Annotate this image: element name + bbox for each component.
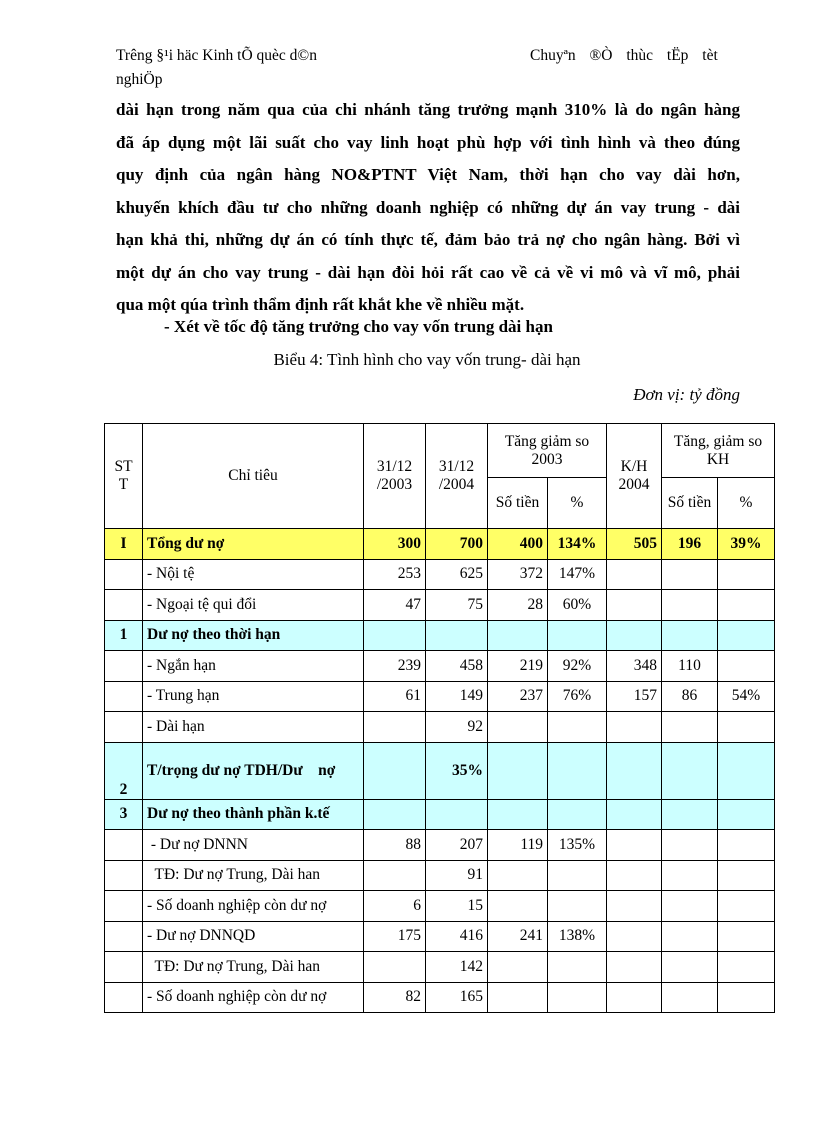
cell-v2004: 165: [426, 982, 488, 1013]
cell-tg: 28: [488, 590, 548, 621]
cell-tgkhp: [718, 590, 775, 621]
cell-label: - Ngắn hạn: [143, 651, 364, 682]
table-row: [105, 891, 775, 922]
cell-label: - Số doanh nghiệp còn dư nợ: [143, 891, 364, 922]
cell-label: - Dư nợ DNNQD: [143, 921, 364, 952]
cell-stt: 3: [105, 799, 143, 830]
cell-kh: [607, 742, 662, 799]
cell-v2004: 91: [426, 860, 488, 891]
cell-tgkh: [662, 891, 718, 922]
header-tang-giam-2003: Tăng giảm so 2003: [488, 424, 607, 478]
cell-tg: 241: [488, 921, 548, 952]
paragraph-line: một dự án cho vay trung - dài hạn đòi hỏi rất cao về cả về vi mô và vĩ mô, phải: [116, 262, 740, 282]
table-row: [105, 982, 775, 1013]
cell-tg: 372: [488, 559, 548, 590]
cell-stt: 2: [105, 742, 143, 799]
cell-v2003: 82: [364, 982, 426, 1013]
cell-tg: 119: [488, 830, 548, 861]
cell-tgkhp: [718, 921, 775, 952]
cell-v2004: 92: [426, 712, 488, 743]
cell-v2003: 61: [364, 681, 426, 712]
cell-kh: [607, 952, 662, 983]
cell-tgp: 147%: [548, 559, 607, 590]
table-row: [105, 860, 775, 891]
cell-tgp: 134%: [548, 529, 607, 560]
cell-tgkh: [662, 620, 718, 651]
cell-tgp: [548, 982, 607, 1013]
cell-v2004: 700: [426, 529, 488, 560]
header-so-tien-kh: Số tiền: [662, 478, 718, 529]
cell-label: - Ngoại tệ qui đổi: [143, 590, 364, 621]
header-percent: %: [548, 478, 607, 529]
paragraph-line: hạn khả thi, những dự án có tính thực tế, đảm bảo trả nợ cho ngân hàng. Bởi vì: [116, 230, 740, 249]
table-row: [105, 651, 775, 682]
table-row: [105, 952, 775, 983]
table-row: [105, 742, 775, 799]
cell-label: - Dài hạn: [143, 712, 364, 743]
cell-stt: [105, 952, 143, 983]
cell-tgp: [548, 860, 607, 891]
cell-tg: [488, 891, 548, 922]
cell-label: TĐ: Dư nợ Trung, Dài han: [143, 860, 364, 891]
cell-v2004: 207: [426, 830, 488, 861]
header-tang-giam-kh: Tăng, giảm so KH: [662, 424, 775, 478]
cell-label: Dư nợ theo thời hạn: [143, 620, 364, 651]
cell-label: - Trung hạn: [143, 681, 364, 712]
cell-kh: [607, 921, 662, 952]
cell-label: Tổng dư nợ: [143, 529, 364, 560]
cell-kh: [607, 590, 662, 621]
cell-v2004: 35%: [426, 742, 488, 799]
cell-tgp: 92%: [548, 651, 607, 682]
cell-v2003: [364, 952, 426, 983]
table-row: [105, 559, 775, 590]
cell-stt: [105, 559, 143, 590]
cell-v2003: 239: [364, 651, 426, 682]
table-row: [105, 712, 775, 743]
table-caption: Biểu 4: Tình hình cho vay vốn trung- dài hạn: [273, 350, 581, 369]
header-stt: ST T: [105, 424, 143, 529]
cell-tg: [488, 742, 548, 799]
cell-tgkhp: [718, 559, 775, 590]
cell-stt: [105, 681, 143, 712]
cell-stt: [105, 590, 143, 621]
cell-tgp: [548, 742, 607, 799]
header-left-text: Trêng §¹i häc Kinh tÕ quèc d©n nghiÖp: [116, 47, 317, 88]
header-2004: 31/12 /2004: [426, 424, 488, 529]
cell-stt: [105, 651, 143, 682]
paragraph-line: đã áp dụng một lãi suất cho vay linh hoạt phù hợp với tình hình và theo đúng: [116, 132, 740, 152]
table-row: [105, 590, 775, 621]
cell-tgkhp: [718, 651, 775, 682]
cell-label: T/trọng dư nợ TDH/Dư nợ: [143, 742, 364, 799]
cell-stt: [105, 891, 143, 922]
cell-v2004: 75: [426, 590, 488, 621]
paragraph-line: quy định của ngân hàng NO&PTNT Việt Nam, thời hạn cho vay dài hơn,: [116, 165, 740, 184]
cell-v2004: [426, 799, 488, 830]
cell-label: Dư nợ theo thành phần k.tế: [143, 799, 364, 830]
header-so-tien: Số tiền: [488, 478, 548, 529]
cell-kh: [607, 891, 662, 922]
cell-kh: [607, 799, 662, 830]
cell-tgkh: [662, 921, 718, 952]
header-chitieu: Chỉ tiêu: [143, 424, 364, 529]
header-percent-kh: %: [718, 478, 775, 529]
cell-kh: [607, 620, 662, 651]
table-row: [105, 799, 775, 830]
table-row: [105, 921, 775, 952]
cell-tgkh: [662, 712, 718, 743]
cell-tgp: 138%: [548, 921, 607, 952]
cell-tg: [488, 799, 548, 830]
unit-note: Đơn vị: tỷ đồng: [633, 385, 740, 404]
cell-v2003: 253: [364, 559, 426, 590]
page-header: [116, 44, 742, 92]
cell-tg: 237: [488, 681, 548, 712]
cell-tgkhp: [718, 982, 775, 1013]
cell-stt: [105, 860, 143, 891]
cell-tgkh: [662, 559, 718, 590]
cell-v2003: [364, 712, 426, 743]
header-right-text: Chuyªn ®Ò thùc tËp tèt: [530, 47, 718, 64]
cell-tg: 219: [488, 651, 548, 682]
cell-tg: [488, 860, 548, 891]
cell-tgp: [548, 620, 607, 651]
cell-tgkh: 110: [662, 651, 718, 682]
cell-tg: [488, 620, 548, 651]
cell-tgkhp: 54%: [718, 681, 775, 712]
cell-tg: [488, 982, 548, 1013]
header-kh-2004: K/H 2004: [607, 424, 662, 529]
cell-v2003: 6: [364, 891, 426, 922]
cell-kh: [607, 860, 662, 891]
cell-tgkh: 86: [662, 681, 718, 712]
cell-tgkhp: [718, 952, 775, 983]
cell-tg: [488, 952, 548, 983]
cell-tg: 400: [488, 529, 548, 560]
table-row: [105, 529, 775, 560]
cell-v2003: 175: [364, 921, 426, 952]
header-2003: 31/12 /2003: [364, 424, 426, 529]
cell-tgkh: [662, 982, 718, 1013]
cell-v2004: 625: [426, 559, 488, 590]
cell-tgkhp: [718, 799, 775, 830]
cell-tgkhp: [718, 712, 775, 743]
cell-kh: [607, 830, 662, 861]
cell-tgp: [548, 712, 607, 743]
cell-stt: [105, 830, 143, 861]
cell-v2003: [364, 742, 426, 799]
cell-tgkhp: [718, 860, 775, 891]
cell-v2004: 149: [426, 681, 488, 712]
cell-stt: [105, 921, 143, 952]
cell-label: TĐ: Dư nợ Trung, Dài han: [143, 952, 364, 983]
cell-tgp: [548, 891, 607, 922]
cell-tgkh: [662, 952, 718, 983]
cell-tgp: 60%: [548, 590, 607, 621]
cell-label: - Dư nợ DNNN: [143, 830, 364, 861]
cell-label: - Số doanh nghiệp còn dư nợ: [143, 982, 364, 1013]
cell-tgkhp: [718, 742, 775, 799]
table-row: [105, 681, 775, 712]
cell-tgkhp: 39%: [718, 529, 775, 560]
cell-kh: [607, 982, 662, 1013]
cell-v2004: [426, 620, 488, 651]
cell-kh: 157: [607, 681, 662, 712]
cell-tgkhp: [718, 830, 775, 861]
cell-v2004: 416: [426, 921, 488, 952]
cell-v2004: 15: [426, 891, 488, 922]
table-row: [105, 620, 775, 651]
cell-v2003: [364, 620, 426, 651]
cell-tg: [488, 712, 548, 743]
body-paragraph: [116, 94, 740, 322]
table-header-row: [105, 424, 775, 478]
paragraph-line: qua một qúa trình thẩm định rất khắt khe về nhiều mặt.: [116, 295, 525, 314]
cell-stt: [105, 982, 143, 1013]
table-row: [105, 830, 775, 861]
cell-tgkh: [662, 860, 718, 891]
cell-tgp: [548, 799, 607, 830]
paragraph-line: dài hạn trong năm qua của chi nhánh tăng trưởng mạnh 310% là do ngân hàng: [116, 100, 740, 119]
cell-tgp: 135%: [548, 830, 607, 861]
cell-tgkh: [662, 799, 718, 830]
bullet-heading: - Xét về tốc độ tăng trưởng cho vay vốn trung dài hạn: [164, 317, 553, 336]
cell-kh: 348: [607, 651, 662, 682]
cell-v2003: 88: [364, 830, 426, 861]
cell-v2003: 47: [364, 590, 426, 621]
loan-table: [104, 423, 775, 1013]
cell-kh: [607, 712, 662, 743]
cell-kh: [607, 559, 662, 590]
cell-tgkh: [662, 590, 718, 621]
cell-v2004: 458: [426, 651, 488, 682]
cell-stt: I: [105, 529, 143, 560]
cell-v2003: [364, 860, 426, 891]
cell-tgkh: [662, 830, 718, 861]
cell-stt: [105, 712, 143, 743]
cell-tgkhp: [718, 891, 775, 922]
cell-stt: 1: [105, 620, 143, 651]
cell-v2003: [364, 799, 426, 830]
cell-tgkh: [662, 742, 718, 799]
paragraph-line: khuyến khích đầu tư cho những doanh nghiệp có những dự án vay trung - dài: [116, 197, 740, 217]
cell-v2004: 142: [426, 952, 488, 983]
cell-label: - Nội tệ: [143, 559, 364, 590]
cell-tgkh: 196: [662, 529, 718, 560]
cell-tgkhp: [718, 620, 775, 651]
cell-kh: 505: [607, 529, 662, 560]
cell-tgp: 76%: [548, 681, 607, 712]
cell-v2003: 300: [364, 529, 426, 560]
cell-tgp: [548, 952, 607, 983]
